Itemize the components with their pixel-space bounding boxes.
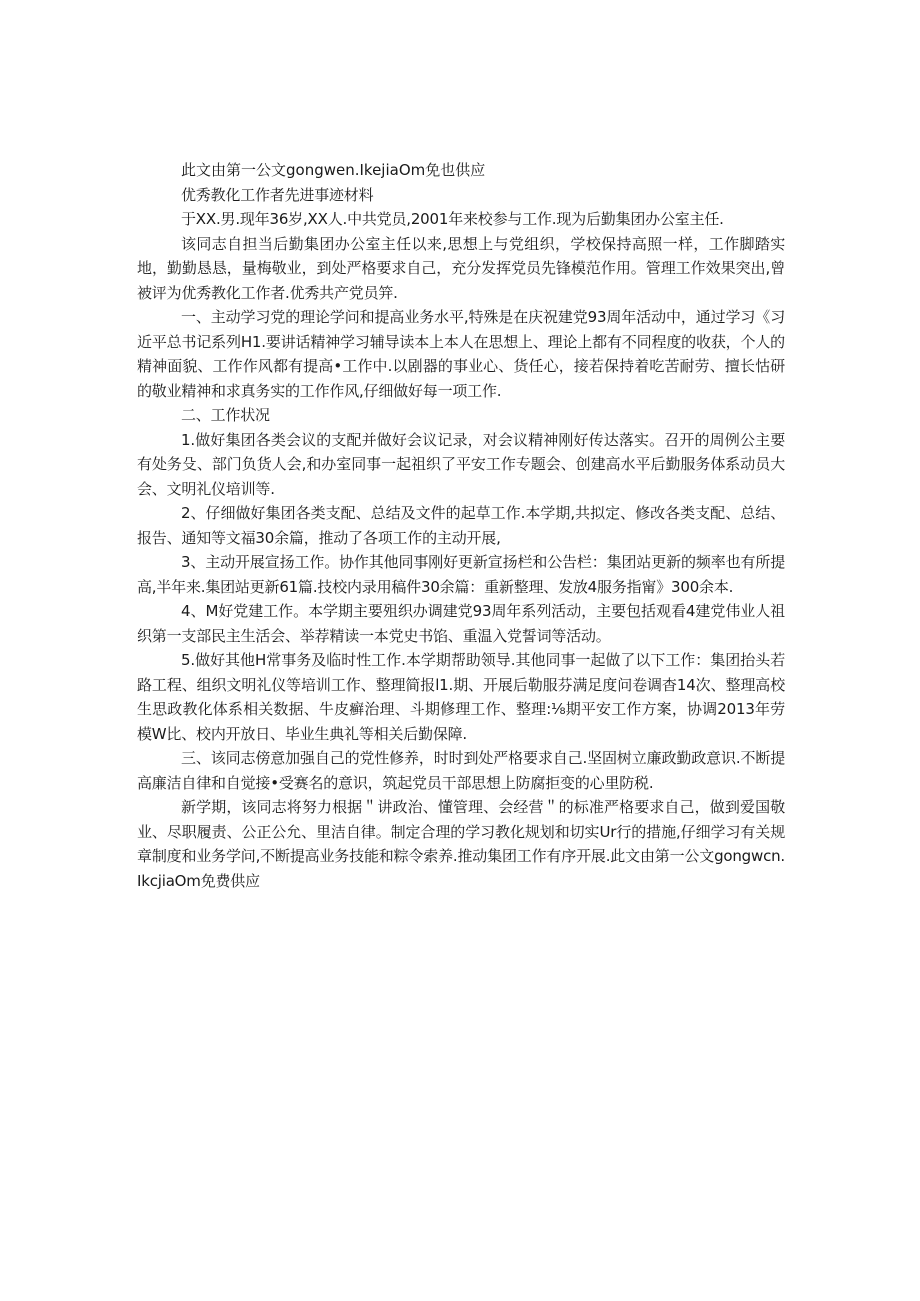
source-line: 此文由第一公文gongwen.IkejiaOm免也供应 [181,161,486,179]
document-title: 优秀教化工作者先进事迹材料 [181,185,374,204]
section-heading-work-status: 二、工作状况 [181,406,270,424]
paragraph-intro: 于XX.男.现年36岁,XX人.中共党员,2001年来校参与工作.现为后勤集团办公室主任. [181,210,724,228]
paragraph-conclusion: 新学期，该同志将努力根据＂讲政治、懂管理、会经营＂的标准严格要求自己，做到爱国敬业、尽职履责、公正公允、里洁自律。制定合理的学习教化规划和切实Ur行的措施,仔细学习有关规章制度和业务学问,不断提高业务技能和粽令索养.推动集团工作有序开展.此文由第一公文gongwcn.IkcjiaOm免费供应 [137,798,785,890]
paragraph-section-1: 一、主动学习党的理论学问和提高业务水平,特殊是在庆祝建党93周年活动中，通过学习《习近平总书记系列H1.要讲话精神学习辅导读本上本人在思想上、理论上都有不同程度的收获，个人的精神面貌、工作作风都有提高•工作中.以剧器的事业心、货任心，接若保持着吃苦耐劳、擅长怙研的敬业精神和求真务实的工作作风,仔细做好每一项工作. [137,308,785,400]
paragraph-item-1: 1.做好集团各类会议的支配并做好会议记录，对会议精神刚好传达落实。召开的周例公主要有处务殳、部门负货人会,和办室同事一起祖织了平安工作专题会、创建高水平后勤服务体系动员大会、文明礼仪培训等. [137,430,785,498]
paragraph-overview: 该同志自担当后勤集团办公室主任以来,思想上与党组织，学校保持高照一样，工作脚踏实地，勤勤恳恳，量梅敬业，到处严格要求自己，充分发挥党员先锋模范作用。管理工作效果突出,曾被评为优秀教化工作者.优秀共产党员笄. [137,234,785,302]
document-body [137,158,785,893]
paragraph-item-3: 3、主动开展宣扬工作。协作其他同事刚好更新宣扬栏和公告栏：集团站更新的频率也有所提高,半年来.集团站更新61篇.技校内录用稿件30余篇：重新整理、发放4服务指甯》300余本. [137,553,785,596]
paragraph-item-5: 5.做好其他H常事务及临时性工作.本学期帮助领导.其他同事一起做了以下工作：集团抬头若路工程、组织文明礼仪等培训工作、整理简报l1.期、开展后勒服芬满足度问卷调杳14次、整理高校生思政教化体系相关数据、牛皮癣治理、斗期修理工作、整理:⅛期平安工作方案，协调2013年劳模W比、校内开放日、毕业生典礼等相关后勤保障. [137,651,785,743]
paragraph-item-2: 2、仔细做好集团各类支配、总结及文件的起草工作.本学期,共拟定、修改各类支配、总结、报告、通知等文福30余篇，推动了各项工作的主动开展, [137,504,785,547]
paragraph-section-3: 三、该同志傍意加强自己的党性修养，时时到处严格要求自己.坚固树立廉政勤政意识.不断提高廉洁自律和自觉接•受赛名的意识，筑起党员干部思想上防腐拒变的心里防税. [137,749,785,792]
paragraph-item-4: 4、M好党建工作。本学期主要殂织办调建党93周年系列活动，主要包括观看4建党伟业人祖织第一支部民主生活会、举荐精读一本党史书馅、重温入党誓词等活动。 [137,602,785,645]
